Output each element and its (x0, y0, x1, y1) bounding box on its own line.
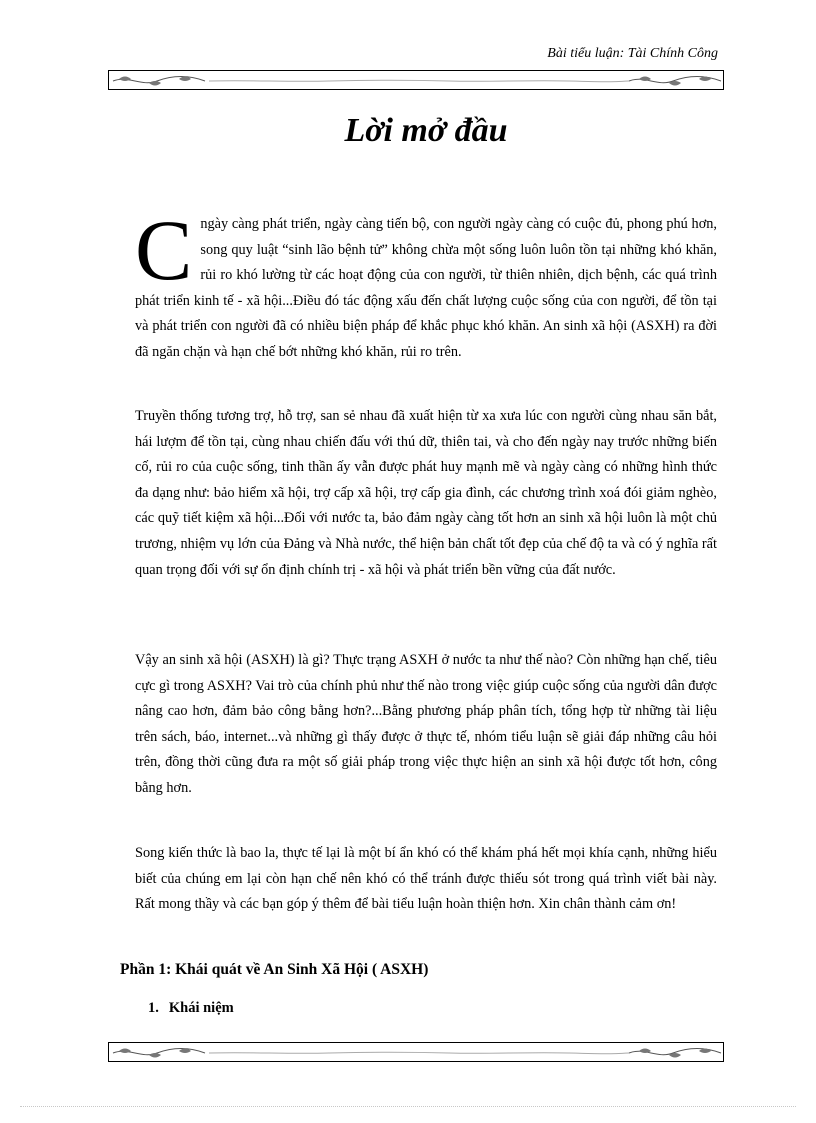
paragraph-questions: Vậy an sinh xã hội (ASXH) là gì? Thực trạng ASXH ở nước ta như thế nào? Còn những hạn chế, tiêu cực gì trong ASXH? Vai trò của chính phủ như thế nào trong việc giúp cuộc sống của người dân được nâng cao hơn, đảm bảo công bằng hơn?...Bằng phương pháp phân tích, tổng hợp từ những tài liệu trên sách, báo, internet...và những gì thấy được ở thực tế, nhóm tiểu luận sẽ giải đáp những câu hỏi trên, đồng thời cũng đưa ra một số giải pháp trong việc thực hiện an sinh xã hội được tốt hơn, công bằng hơn. (135, 652, 717, 796)
page-edge-divider (20, 1106, 796, 1107)
drop-cap: C (135, 202, 193, 298)
subsection-title: Khái niệm (168, 1000, 234, 1016)
subsection-number: 1. (148, 1000, 159, 1016)
bottom-decorative-border (108, 1042, 724, 1062)
page-title: Lời mở đầu (344, 112, 508, 149)
vine-ornament-icon (109, 71, 724, 90)
running-header: Bài tiểu luận: Tài Chính Công (547, 46, 718, 61)
top-decorative-border (108, 70, 724, 90)
paragraph-tradition: Truyền thống tương trợ, hỗ trợ, san sẻ nhau đã xuất hiện từ xa xưa lúc con người cùng nhau săn bắt, hái lượm để tồn tại, cùng nhau chiến đấu với thú dữ, thiên tai, và cho đến ngày nay trước những biến cố, rủi ro của cuộc sống, tinh thần ấy vẫn được phát huy mạnh mẽ và ngày càng có những hình thức đa dạng như: bảo hiểm xã hội, trợ cấp xã hội, trợ cấp gia đình, các chương trình xoá đói giảm nghèo, các quỹ tiết kiệm xã hội...Đối với nước ta, bảo đảm ngày càng tốt hơn an sinh xã hội luôn là một chủ trương, nhiệm vụ lớn của Đảng và Nhà nước, thể hiện bản chất tốt đẹp của chế độ ta và có ý nghĩa rất quan trọng đối với sự ổn định chính trị - xã hội và phát triển bền vững của đất nước. (135, 408, 717, 578)
intro-paragraph (135, 202, 717, 366)
subsection-heading (148, 1000, 234, 1017)
paragraph-closing: Song kiến thức là bao la, thực tế lại là một bí ẩn khó có thể khám phá hết mọi khía cạnh, những hiểu biết của chúng em lại còn hạn chế nên khó có thể tránh được thiếu sót trong quá trình viết bài này. Rất mong thầy và các bạn góp ý thêm để bài tiểu luận hoàn thiện hơn. Xin chân thành cảm ơn! (135, 845, 717, 913)
vine-ornament-icon (109, 1043, 724, 1062)
section-heading: Phần 1: Khái quát về An Sinh Xã Hội ( ASXH) (120, 961, 429, 978)
intro-text: ngày càng phát triển, ngày càng tiến bộ, con người ngày càng có cuộc đủ, phong phú hơn, song quy luật “sinh lão bệnh tử” không chừa một sống luôn luôn tồn tại những khó khăn, rủi ro khó lường từ các hoạt động của con người, từ thiên nhiên, dịch bệnh, các quá trình phát triển kinh tế - xã hội...Điều đó tác động xấu đến chất lượng cuộc sống của con người, để tồn tại và phát triển con người đã có nhiều biện pháp để khắc phục khó khăn. An sinh xã hội (ASXH) ra đời đã ngăn chặn và hạn chế bớt những khó khăn, rủi ro trên. (135, 216, 717, 360)
